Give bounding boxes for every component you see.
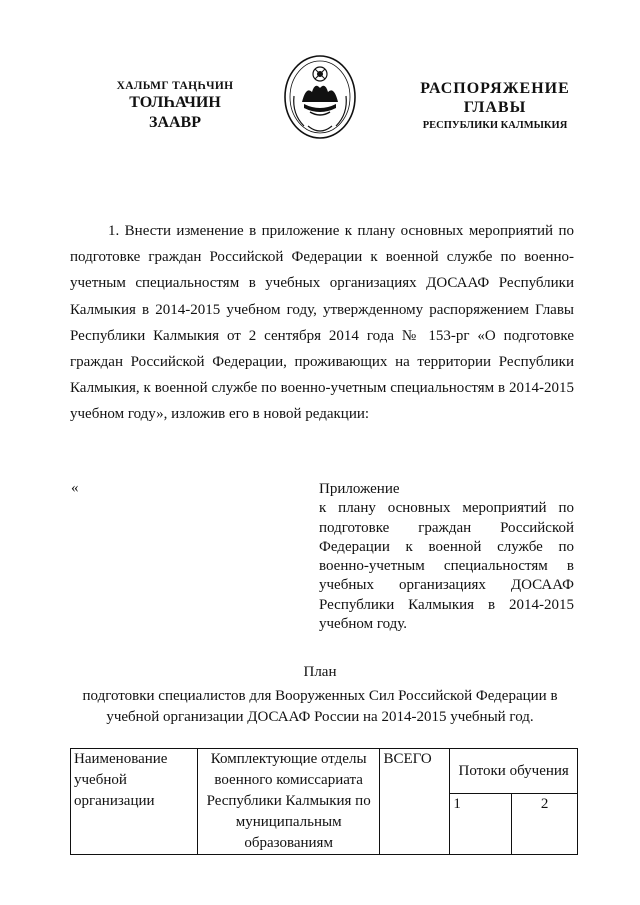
kalmykia-emblem-icon	[282, 52, 358, 142]
header-left-block	[90, 80, 260, 132]
table-header-cell	[71, 749, 198, 855]
header-left-line2: ТОЛҺАЧИН	[129, 94, 221, 111]
plan-subtitle-line1: подготовки специалистов для Вооруженных Сил Российской Федерации в	[82, 688, 558, 704]
table-subheader-cell	[450, 794, 512, 855]
stream-2: 2	[540, 796, 549, 812]
table-header-row	[71, 749, 578, 794]
header-right-line1: РАСПОРЯЖЕНИЕ	[420, 80, 570, 97]
col-departments: Комплектующие отделы военного комиссариата Республики Калмыкия по муниципальным образованиям	[206, 751, 371, 851]
plan-subtitle	[0, 686, 640, 728]
table-header-cell	[380, 749, 450, 855]
appendix-text: к плану основных мероприятий по подготовке граждан Российской Федерации к военной службе по военно-учетным специальностям в учебных организациях ДОСААФ Республики Калмыкия в 2014-2015 учебном году.	[319, 500, 574, 633]
plan-title: План	[303, 664, 337, 680]
col-org-name: Наименование учебной организации	[74, 751, 168, 809]
plan-table	[70, 748, 578, 855]
body-paragraph: 1. Внести изменение в приложение к плану основных мероприятий по подготовке граждан Российской Федерации к военной службе по военно-учетным специальностям в учебных организациях ДОСААФ Республики Калмыкия в 2014-2015 учебном году, утвержденному распоряжением Главы Республики Калмыкия от 2 сентября 2014 года № 153-рг «О подготовке граждан Российской Федерации, проживающих на территории Республики Калмыкия, к военной службе по военно-учетным специальностям в 2014-2015 учебном году», изложив его в новой редакции:	[70, 223, 574, 423]
header-left-line1: ХАЛЬМГ ТАҢҺЧИН	[116, 80, 234, 92]
col-total: ВСЕГО	[383, 751, 432, 767]
header-right-line3: РЕСПУБЛИКИ КАЛМЫКИЯ	[422, 120, 568, 131]
col-streams: Потоки обучения	[458, 762, 569, 779]
appendix-title: Приложение	[319, 481, 400, 497]
header-right-block	[395, 80, 595, 131]
plan-subtitle-line2: учебной организации ДОСААФ России на 2014-2015 учебный год.	[106, 709, 534, 725]
body-paragraph-block	[70, 218, 574, 428]
table-subheader-cell	[512, 794, 578, 855]
header-left-line3: ЗААВР	[149, 114, 201, 131]
opening-quote-mark: «	[71, 480, 79, 496]
table-header-cell	[197, 749, 380, 855]
header-right-line2: ГЛАВЫ	[463, 99, 527, 116]
appendix-block	[319, 480, 574, 634]
stream-1: 1	[453, 796, 461, 812]
table-header-cell	[450, 749, 578, 794]
